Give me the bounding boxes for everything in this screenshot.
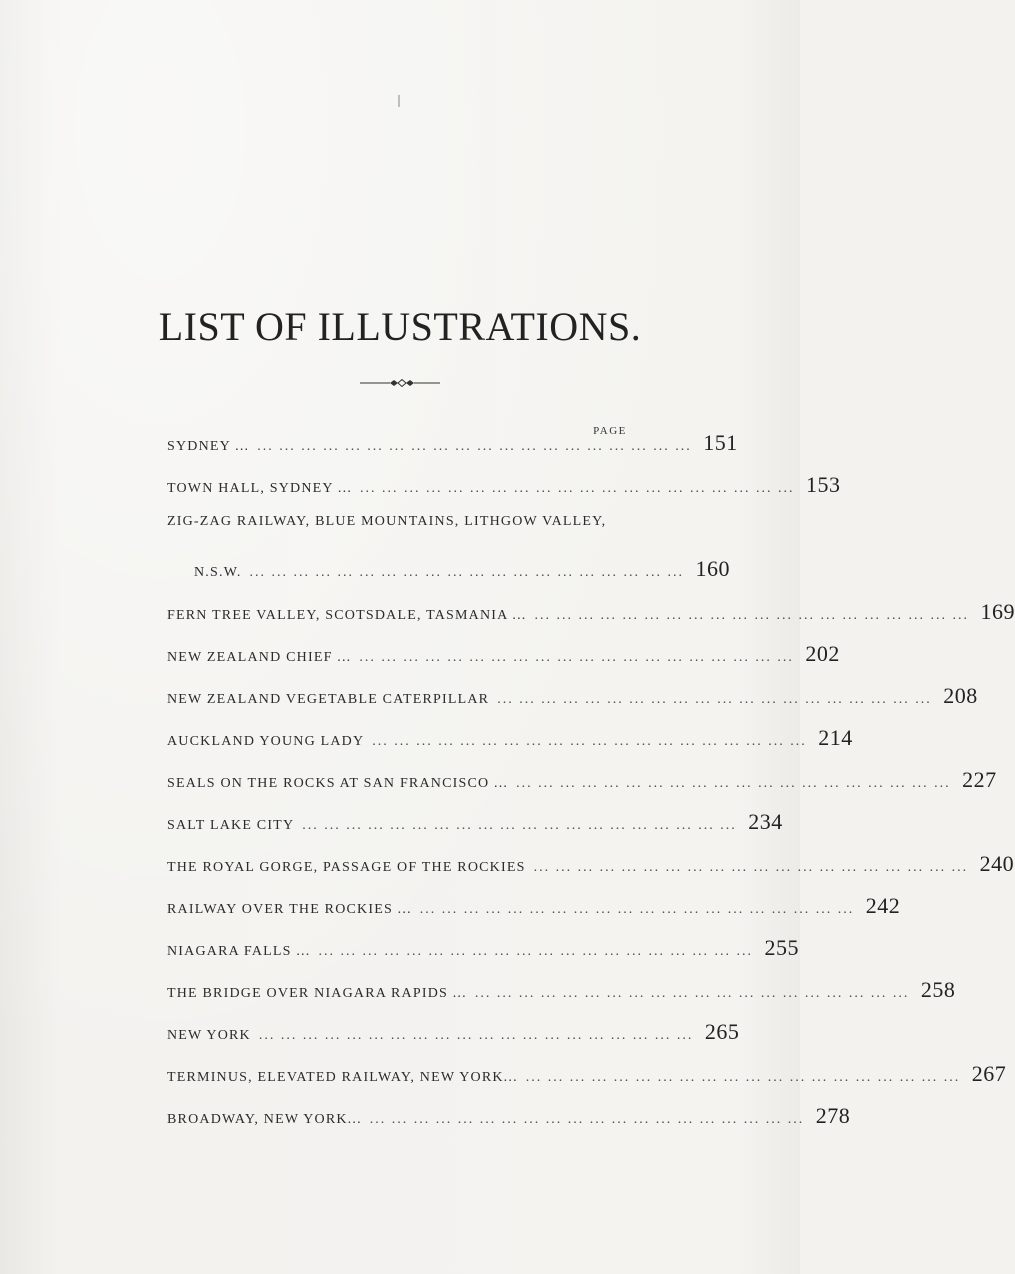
- list-item: [167, 851, 1015, 877]
- entry-label: BROADWAY, NEW YORK...: [167, 1112, 362, 1127]
- entry-page: 202: [805, 641, 840, 666]
- entry-label: NEW ZEALAND CHIEF ...: [167, 650, 352, 665]
- dot-leader: ... ... ... ... ... ... ... ... ... ... ... ... ... ... ... ... ... ... ... ...: [318, 944, 753, 959]
- entry-label: THE ROYAL GORGE, PASSAGE OF THE ROCKIES: [167, 860, 526, 875]
- entry-page: 169: [980, 599, 1015, 624]
- entry-label: NEW YORK: [167, 1028, 251, 1043]
- list-item: [167, 893, 901, 919]
- entry-page: 227: [962, 767, 997, 792]
- dot-leader: ... ... ... ... ... ... ... ... ... ... ... ... ... ... ... ... ... ... ... ...: [369, 1112, 805, 1127]
- list-item: [167, 767, 997, 793]
- dot-leader: ... ... ... ... ... ... ... ... ... ... ... ... ... ... ... ... ... ... ... ...: [419, 902, 855, 917]
- list-item: [167, 1019, 740, 1045]
- dot-leader: ... ... ... ... ... ... ... ... ... ... ... ... ... ... ... ... ... ... ... ...: [534, 608, 969, 623]
- entry-page: 153: [806, 472, 841, 497]
- entry-page: 258: [920, 977, 956, 1002]
- list-item: [167, 641, 840, 667]
- entry-page: 208: [943, 683, 978, 708]
- dot-leader: ... ... ... ... ... ... ... ... ... ... ... ... ... ... ... ... ... ... ... ...: [258, 1028, 694, 1043]
- list-item: [167, 514, 731, 582]
- entry-page: 160: [695, 556, 731, 581]
- entry-page: 242: [865, 893, 901, 918]
- list-item: [167, 935, 799, 961]
- entry-page: 234: [748, 809, 783, 834]
- dot-leader: ... ... ... ... ... ... ... ... ... ... ... ... ... ... ... ... ... ... ... ...: [302, 818, 737, 833]
- entry-label: TERMINUS, ELEVATED RAILWAY, NEW YORK...: [167, 1070, 518, 1085]
- dot-leader: ... ... ... ... ... ... ... ... ... ... ... ... ... ... ... ... ... ... ... ...: [497, 692, 932, 707]
- entry-label: AUCKLAND YOUNG LADY: [167, 734, 365, 749]
- list-item: [167, 1103, 851, 1129]
- dot-leader: ... ... ... ... ... ... ... ... ... ... ... ... ... ... ... ... ... ... ... ...: [516, 776, 951, 791]
- dot-leader: ... ... ... ... ... ... ... ... ... ... ... ... ... ... ... ... ... ... ... ...: [372, 734, 807, 749]
- entry-label: RAILWAY OVER THE ROCKIES ...: [167, 902, 412, 917]
- entry-page: 278: [815, 1103, 851, 1128]
- entry-label: NIAGARA FALLS ...: [167, 944, 311, 959]
- entry-page: 214: [818, 725, 853, 750]
- page-column-header: PAGE: [593, 425, 627, 437]
- entry-label-line1: ZIG-ZAG RAILWAY, BLUE MOUNTAINS, LITHGOW VALLEY,: [167, 514, 607, 529]
- list-item: [167, 1061, 1007, 1087]
- list-item: [167, 977, 956, 1003]
- entry-page: 151: [703, 430, 738, 455]
- list-item: [167, 472, 841, 498]
- entry-label: SALT LAKE CITY: [167, 818, 295, 833]
- entry-label: NEW ZEALAND VEGETABLE CATERPILLAR: [167, 692, 490, 707]
- list-item: [167, 725, 853, 751]
- page-title: LIST OF ILLUSTRATIONS.: [158, 304, 642, 349]
- dot-leader: ... ... ... ... ... ... ... ... ... ... ... ... ... ... ... ... ... ... ... ...: [257, 439, 692, 454]
- dot-leader: ... ... ... ... ... ... ... ... ... ... ... ... ... ... ... ... ... ... ... ...: [533, 860, 969, 875]
- dot-leader: ... ... ... ... ... ... ... ... ... ... ... ... ... ... ... ... ... ... ... ...: [359, 650, 794, 665]
- list-item: [167, 599, 1015, 625]
- dot-leader: ... ... ... ... ... ... ... ... ... ... ... ... ... ... ... ... ... ... ... ...: [474, 986, 910, 1001]
- dot-leader: ... ... ... ... ... ... ... ... ... ... ... ... ... ... ... ... ... ... ... ...: [525, 1070, 961, 1085]
- entry-page: 255: [764, 935, 799, 960]
- entry-page: 267: [971, 1061, 1007, 1086]
- entry-label: SEALS ON THE ROCKS AT SAN FRANCISCO ...: [167, 776, 509, 791]
- entry-label: THE BRIDGE OVER NIAGARA RAPIDS ...: [167, 986, 467, 1001]
- list-item: [167, 809, 783, 835]
- entry-page: 240: [979, 851, 1015, 876]
- entry-label: FERN TREE VALLEY, SCOTSDALE, TASMANIA ...: [167, 608, 527, 623]
- entry-page: 265: [704, 1019, 740, 1044]
- entry-label: SYDNEY ...: [167, 439, 250, 454]
- dot-leader: ... ... ... ... ... ... ... ... ... ... ... ... ... ... ... ... ... ... ... ...: [249, 565, 685, 580]
- list-item: [167, 683, 978, 709]
- dot-leader: ... ... ... ... ... ... ... ... ... ... ... ... ... ... ... ... ... ... ... ...: [360, 481, 795, 496]
- entry-label: TOWN HALL, SYDNEY ...: [167, 481, 353, 496]
- entry-label: N.S.W.: [194, 565, 242, 580]
